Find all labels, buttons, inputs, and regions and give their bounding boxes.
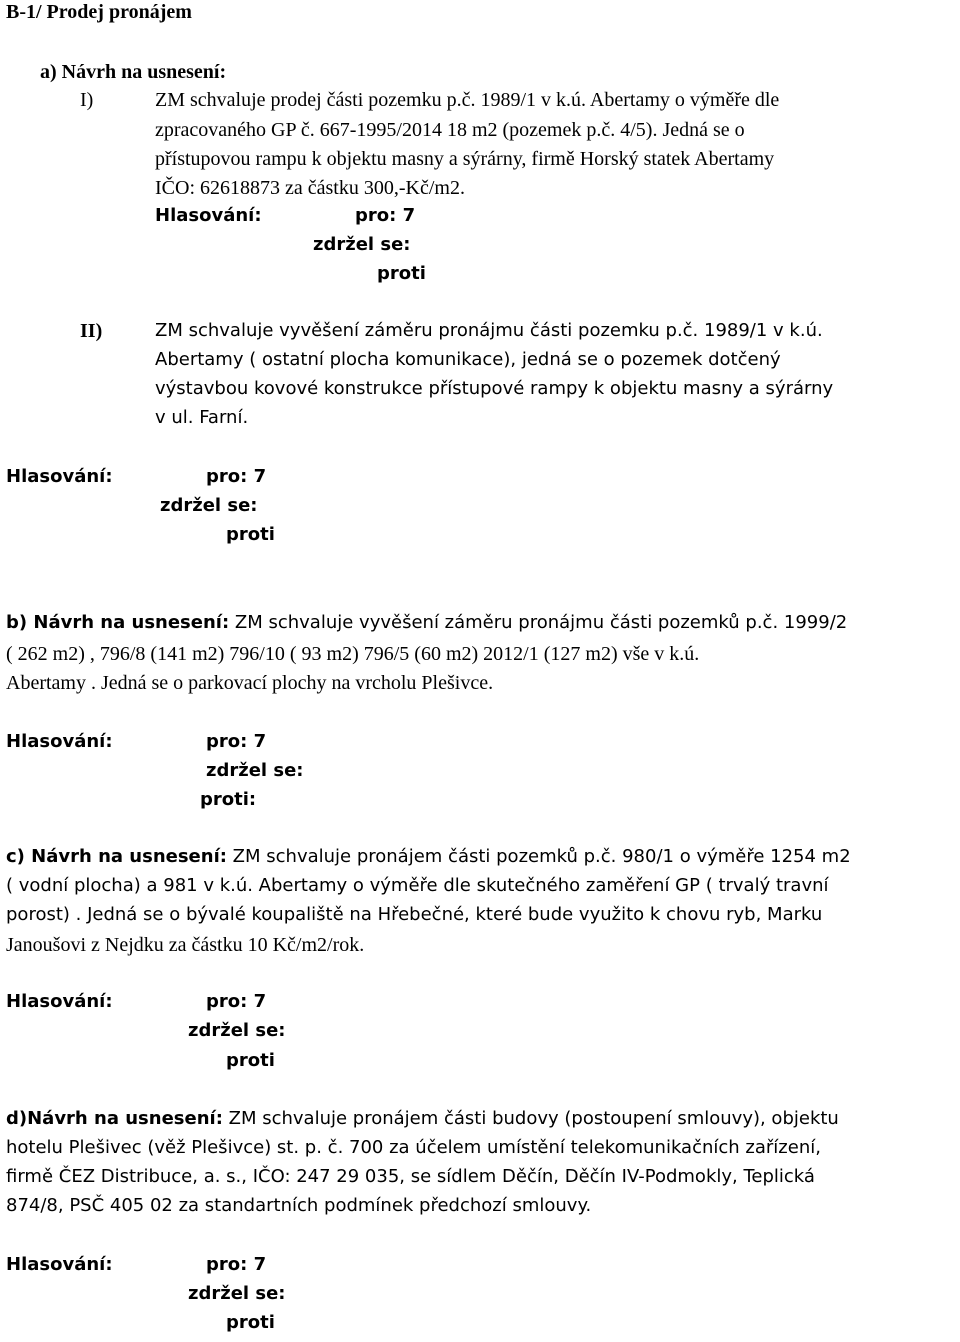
section-a-label: a) Návrh na usnesení: <box>40 61 227 83</box>
section-d-line: hotelu Plešivec (věž Plešivce) st. p. č. 700 za účelem umístění telekomunikačních zařízení, <box>6 1137 821 1158</box>
vote-against: proti <box>377 263 426 284</box>
item-ii-line: ZM schvaluje vyvěšení záměru pronájmu části pozemku p.č. 1989/1 v k.ú. <box>155 320 823 341</box>
section-d-line: firmě ČEZ Distribuce, a. s., IČO: 247 29 035, se sídlem Děčín, Děčín IV-Podmokly, Teplická <box>6 1166 815 1187</box>
section-c-first-line <box>6 848 851 866</box>
vote-label: Hlasování: <box>155 205 262 226</box>
vote-against: proti <box>226 524 275 545</box>
vote-label: Hlasování: <box>6 466 113 487</box>
page-heading: B-1/ Prodej pronájem <box>6 1 192 23</box>
section-c-line: ( vodní plocha) a 981 v k.ú. Abertamy o výměře dle skutečného zaměření GP ( trvalý travní <box>6 875 829 896</box>
section-d-line: 874/8, PSČ 405 02 za standartních podmínek předchozí smlouvy. <box>6 1195 592 1216</box>
vote-abstain: zdržel se: <box>188 1283 286 1304</box>
vote-pro: pro: 7 <box>355 205 416 226</box>
vote-against: proti: <box>200 789 257 810</box>
vote-pro: pro: 7 <box>206 1254 267 1275</box>
section-b-text: ZM schvaluje vyvěšení záměru pronájmu části pozemků p.č. 1999/2 <box>229 612 848 633</box>
section-c-line: Janoušovi z Nejdku za částku 10 Kč/m2/rok. <box>6 934 365 956</box>
section-d-label: d)Návrh na usnesení: <box>6 1108 223 1129</box>
section-d-text: ZM schvaluje pronájem části budovy (postoupení smlouvy), objektu <box>222 1108 839 1129</box>
vote-abstain: zdržel se: <box>313 234 411 255</box>
item-ii-line: v ul. Farní. <box>155 407 249 428</box>
section-b-line: Abertamy . Jedná se o parkovací plochy na vrcholu Plešivce. <box>6 672 494 694</box>
vote-abstain: zdržel se: <box>206 760 304 781</box>
item-ii-line: Abertamy ( ostatní plocha komunikace), jedná se o pozemek dotčený <box>155 349 781 370</box>
item-ii-number: II) <box>80 320 103 342</box>
item-i-number: I) <box>80 89 94 111</box>
section-b-line: ( 262 m2) , 796/8 (141 m2) 796/10 ( 93 m2) 796/5 (60 m2) 2012/1 (127 m2) vše v k.ú. <box>6 643 700 665</box>
section-c-line: porost) . Jedná se o bývalé koupaliště na Hřebečné, které bude využito k chovu ryb, Marku <box>6 904 823 925</box>
vote-label: Hlasování: <box>6 1254 113 1275</box>
item-ii-line: výstavbou kovové konstrukce přístupové rampy k objektu masny a sýrárny <box>155 378 834 399</box>
vote-abstain: zdržel se: <box>188 1020 286 1041</box>
section-d-first-line <box>6 1110 839 1128</box>
vote-pro: pro: 7 <box>206 466 267 487</box>
section-b-label: b) Návrh na usnesení: <box>6 612 230 633</box>
item-i-line: zpracovaného GP č. 667-1995/2014 18 m2 (pozemek p.č. 4/5). Jedná se o <box>155 119 745 141</box>
vote-label: Hlasování: <box>6 991 113 1012</box>
item-i-line: IČO: 62618873 za částku 300,-Kč/m2. <box>155 177 465 199</box>
vote-pro: pro: 7 <box>206 991 267 1012</box>
section-b-first-line <box>6 614 847 632</box>
vote-against: proti <box>226 1312 275 1333</box>
item-i-line: přístupovou rampu k objektu masny a sýrárny, firmě Horský statek Abertamy <box>155 148 775 170</box>
section-c-text: ZM schvaluje pronájem části pozemků p.č. 980/1 o výměře 1254 m2 <box>226 846 851 867</box>
item-i-line: ZM schvaluje prodej části pozemku p.č. 1989/1 v k.ú. Abertamy o výměře dle <box>155 89 780 111</box>
vote-against: proti <box>226 1050 275 1071</box>
vote-pro: pro: 7 <box>206 731 267 752</box>
vote-label: Hlasování: <box>6 731 113 752</box>
vote-abstain: zdržel se: <box>160 495 258 516</box>
section-c-label: c) Návrh na usnesení: <box>6 846 227 867</box>
